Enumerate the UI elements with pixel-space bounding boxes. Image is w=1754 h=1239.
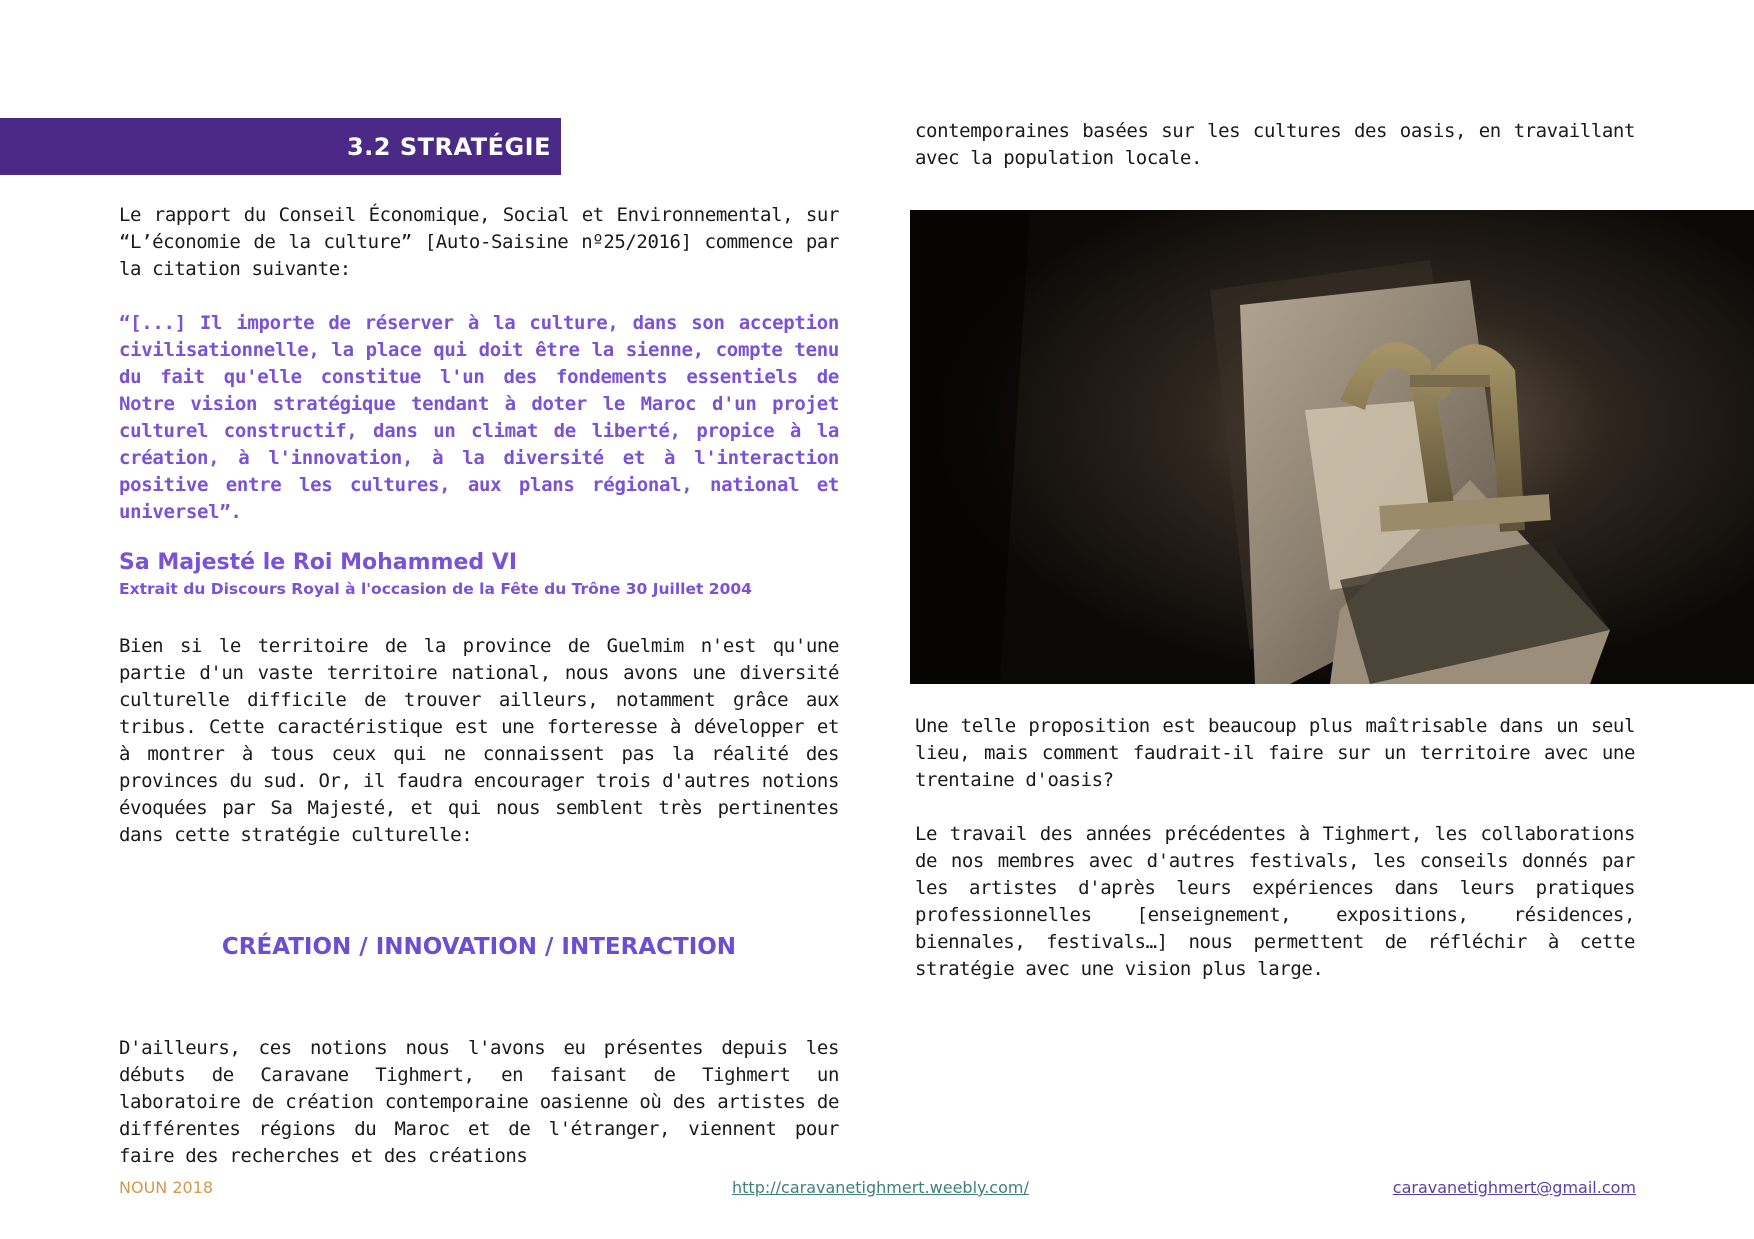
footer-website-link[interactable]: http://caravanetighmert.weebly.com/: [732, 1178, 1029, 1197]
footer-publication: NOUN 2018: [119, 1178, 214, 1197]
left-column: [119, 202, 839, 1170]
wooden-plough-photo: [910, 210, 1754, 684]
quote-attribution-name: Sa Majesté le Roi Mohammed VI: [119, 550, 518, 575]
right-column-top: [915, 118, 1635, 172]
photo-illustration: [910, 210, 1754, 684]
section-title: 3.2 STRATÉGIE: [346, 132, 551, 161]
experience-paragraph: Le travail des années précédentes à Tighmert, les collaborations de nos membres avec d'autres festivals, les conseils donnés par les artistes d'après leurs expériences dans leurs pratiques professionnelles [enseignement, expositions, résidences, biennales, festivals…] nous permettent de réfléchir à cette stratégie avec une vision plus large.: [915, 823, 1635, 980]
proposal-paragraph: Une telle proposition est beaucoup plus maîtrisable dans un seul lieu, mais comment faudrait-il faire sur un territoire avec une trentaine d'oasis?: [915, 715, 1635, 791]
territory-paragraph: Bien si le territoire de la province de Guelmim n'est qu'une partie d'un vaste territoire national, nous avons une diversité culturelle difficile de trouver ailleurs, notamment grâce aux tribus. Cette caractéristique est une forteresse à développer et à montrer à tous ceux qui ne connaissent pas la réalité des provinces du sud. Or, il faudra encourager trois d'autres notions évoquées par Sa Majesté, et qui nous semblent très pertinentes dans cette stratégie culturelle:: [119, 635, 839, 846]
footer-email-link[interactable]: caravanetighmert@gmail.com: [1392, 1178, 1636, 1197]
quote-attribution-source: Extrait du Discours Royal à l'occasion de la Fête du Trône 30 Juillet 2004: [119, 580, 752, 598]
continuation-paragraph: contemporaines basées sur les cultures des oasis, en travaillant avec la population locale.: [915, 120, 1635, 169]
royal-quote: “[...] Il importe de réserver à la culture, dans son acception civilisationnelle, la place qui doit être la sienne, compte tenu du fait qu'elle constitue l'un des fondements essentiels de Notre vision stratégique tendant à doter le Maroc d'un projet culturel constructif, dans un climat de liberté, propice à la création, à l'innovation, à la diversité et à l'interaction positive entre les cultures, aux plans régional, national et universel”.: [119, 312, 839, 523]
section-title-banner: [0, 118, 561, 175]
notions-tagline: CRÉATION / INNOVATION / INTERACTION: [221, 934, 737, 960]
right-column-bottom: [915, 713, 1635, 983]
intro-paragraph: Le rapport du Conseil Économique, Social et Environnemental, sur “L’économie de la culture” [Auto-Saisine nº25/2016] commence par la citation suivante:: [119, 204, 839, 280]
notions-paragraph: D'ailleurs, ces notions nous l'avons eu présentes depuis les débuts de Caravane Tighmert, en faisant de Tighmert un laboratoire de création contemporaine oasienne où des artistes de différentes régions du Maroc et de l'étranger, viennent pour faire des recherches et des créations: [119, 1037, 839, 1167]
